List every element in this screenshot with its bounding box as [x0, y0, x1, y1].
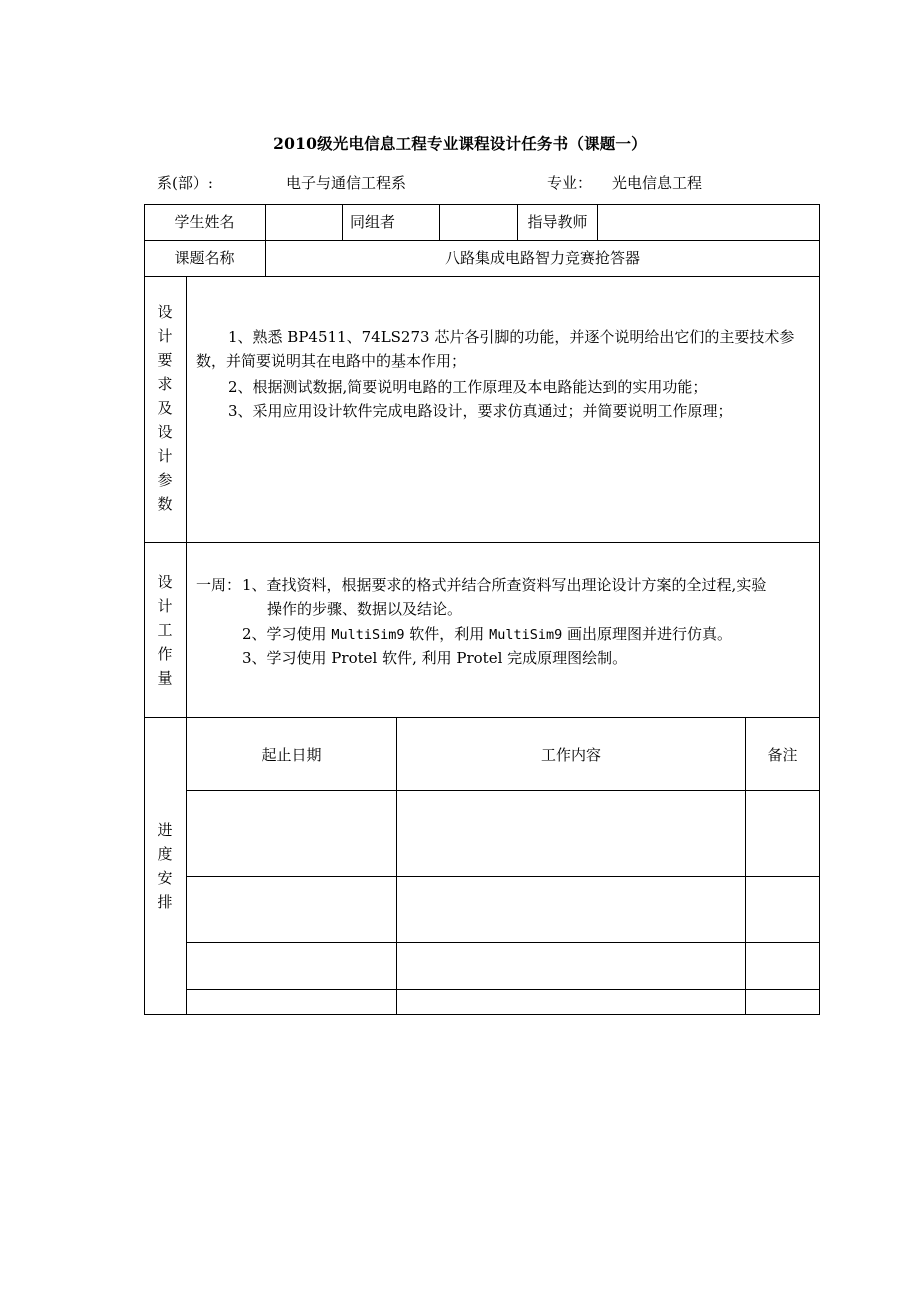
group-member-label: 同组者	[350, 213, 396, 231]
requirement-line-2: 数，并简要说明其在电路中的基本作用；	[196, 352, 467, 370]
topic-value: 八路集成电路智力竞赛抢答器	[444, 249, 640, 267]
workload-label: 设计工作量	[157, 573, 173, 687]
requirement-line-4: 3、采用应用设计软件完成电路设计，要求仿真通过；并简要说明工作原理；	[228, 402, 733, 420]
schedule-header-content: 工作内容	[540, 746, 601, 764]
topic-label: 课题名称	[174, 249, 235, 267]
schedule-header-remarks: 备注	[767, 746, 798, 764]
requirement-line-1: 1、熟悉 BP4511、74LS273 芯片各引脚的功能，并逐个说明给出它们的主要技术参	[228, 328, 795, 346]
schedule-label: 进度安排	[157, 821, 173, 911]
department-label: 系(部）:	[157, 174, 213, 192]
schedule-header-date: 起止日期	[261, 746, 322, 764]
advisor-label: 指导教师	[527, 213, 588, 231]
workload-prefix: 一周：	[196, 576, 242, 594]
student-name-label: 学生姓名	[174, 213, 235, 231]
workload-item-1-line-2: 操作的步骤、数据以及结论。	[267, 600, 463, 618]
workload-item-1-line-1: 1、查找资料，根据要求的格式并结合所查资料写出理论设计方案的全过程,实验	[242, 576, 767, 594]
page-title: 2010级光电信息工程专业课程设计任务书（课题一）	[273, 134, 647, 153]
major-label: 专业：	[547, 174, 593, 192]
major-value: 光电信息工程	[612, 174, 703, 192]
task-table	[144, 204, 820, 1015]
department-value: 电子与通信工程系	[286, 174, 407, 192]
workload-item-2: 2、学习使用 MultiSim9 软件，利用 MultiSim9 画出原理图并进行仿真。	[242, 625, 733, 643]
requirements-label: 设计要求及设计参数	[157, 303, 173, 513]
workload-item-3: 3、学习使用 Protel 软件, 利用 Protel 完成原理图绘制。	[242, 649, 628, 667]
requirement-line-3: 2、根据测试数据,简要说明电路的工作原理及本电路能达到的实用功能；	[228, 378, 708, 396]
